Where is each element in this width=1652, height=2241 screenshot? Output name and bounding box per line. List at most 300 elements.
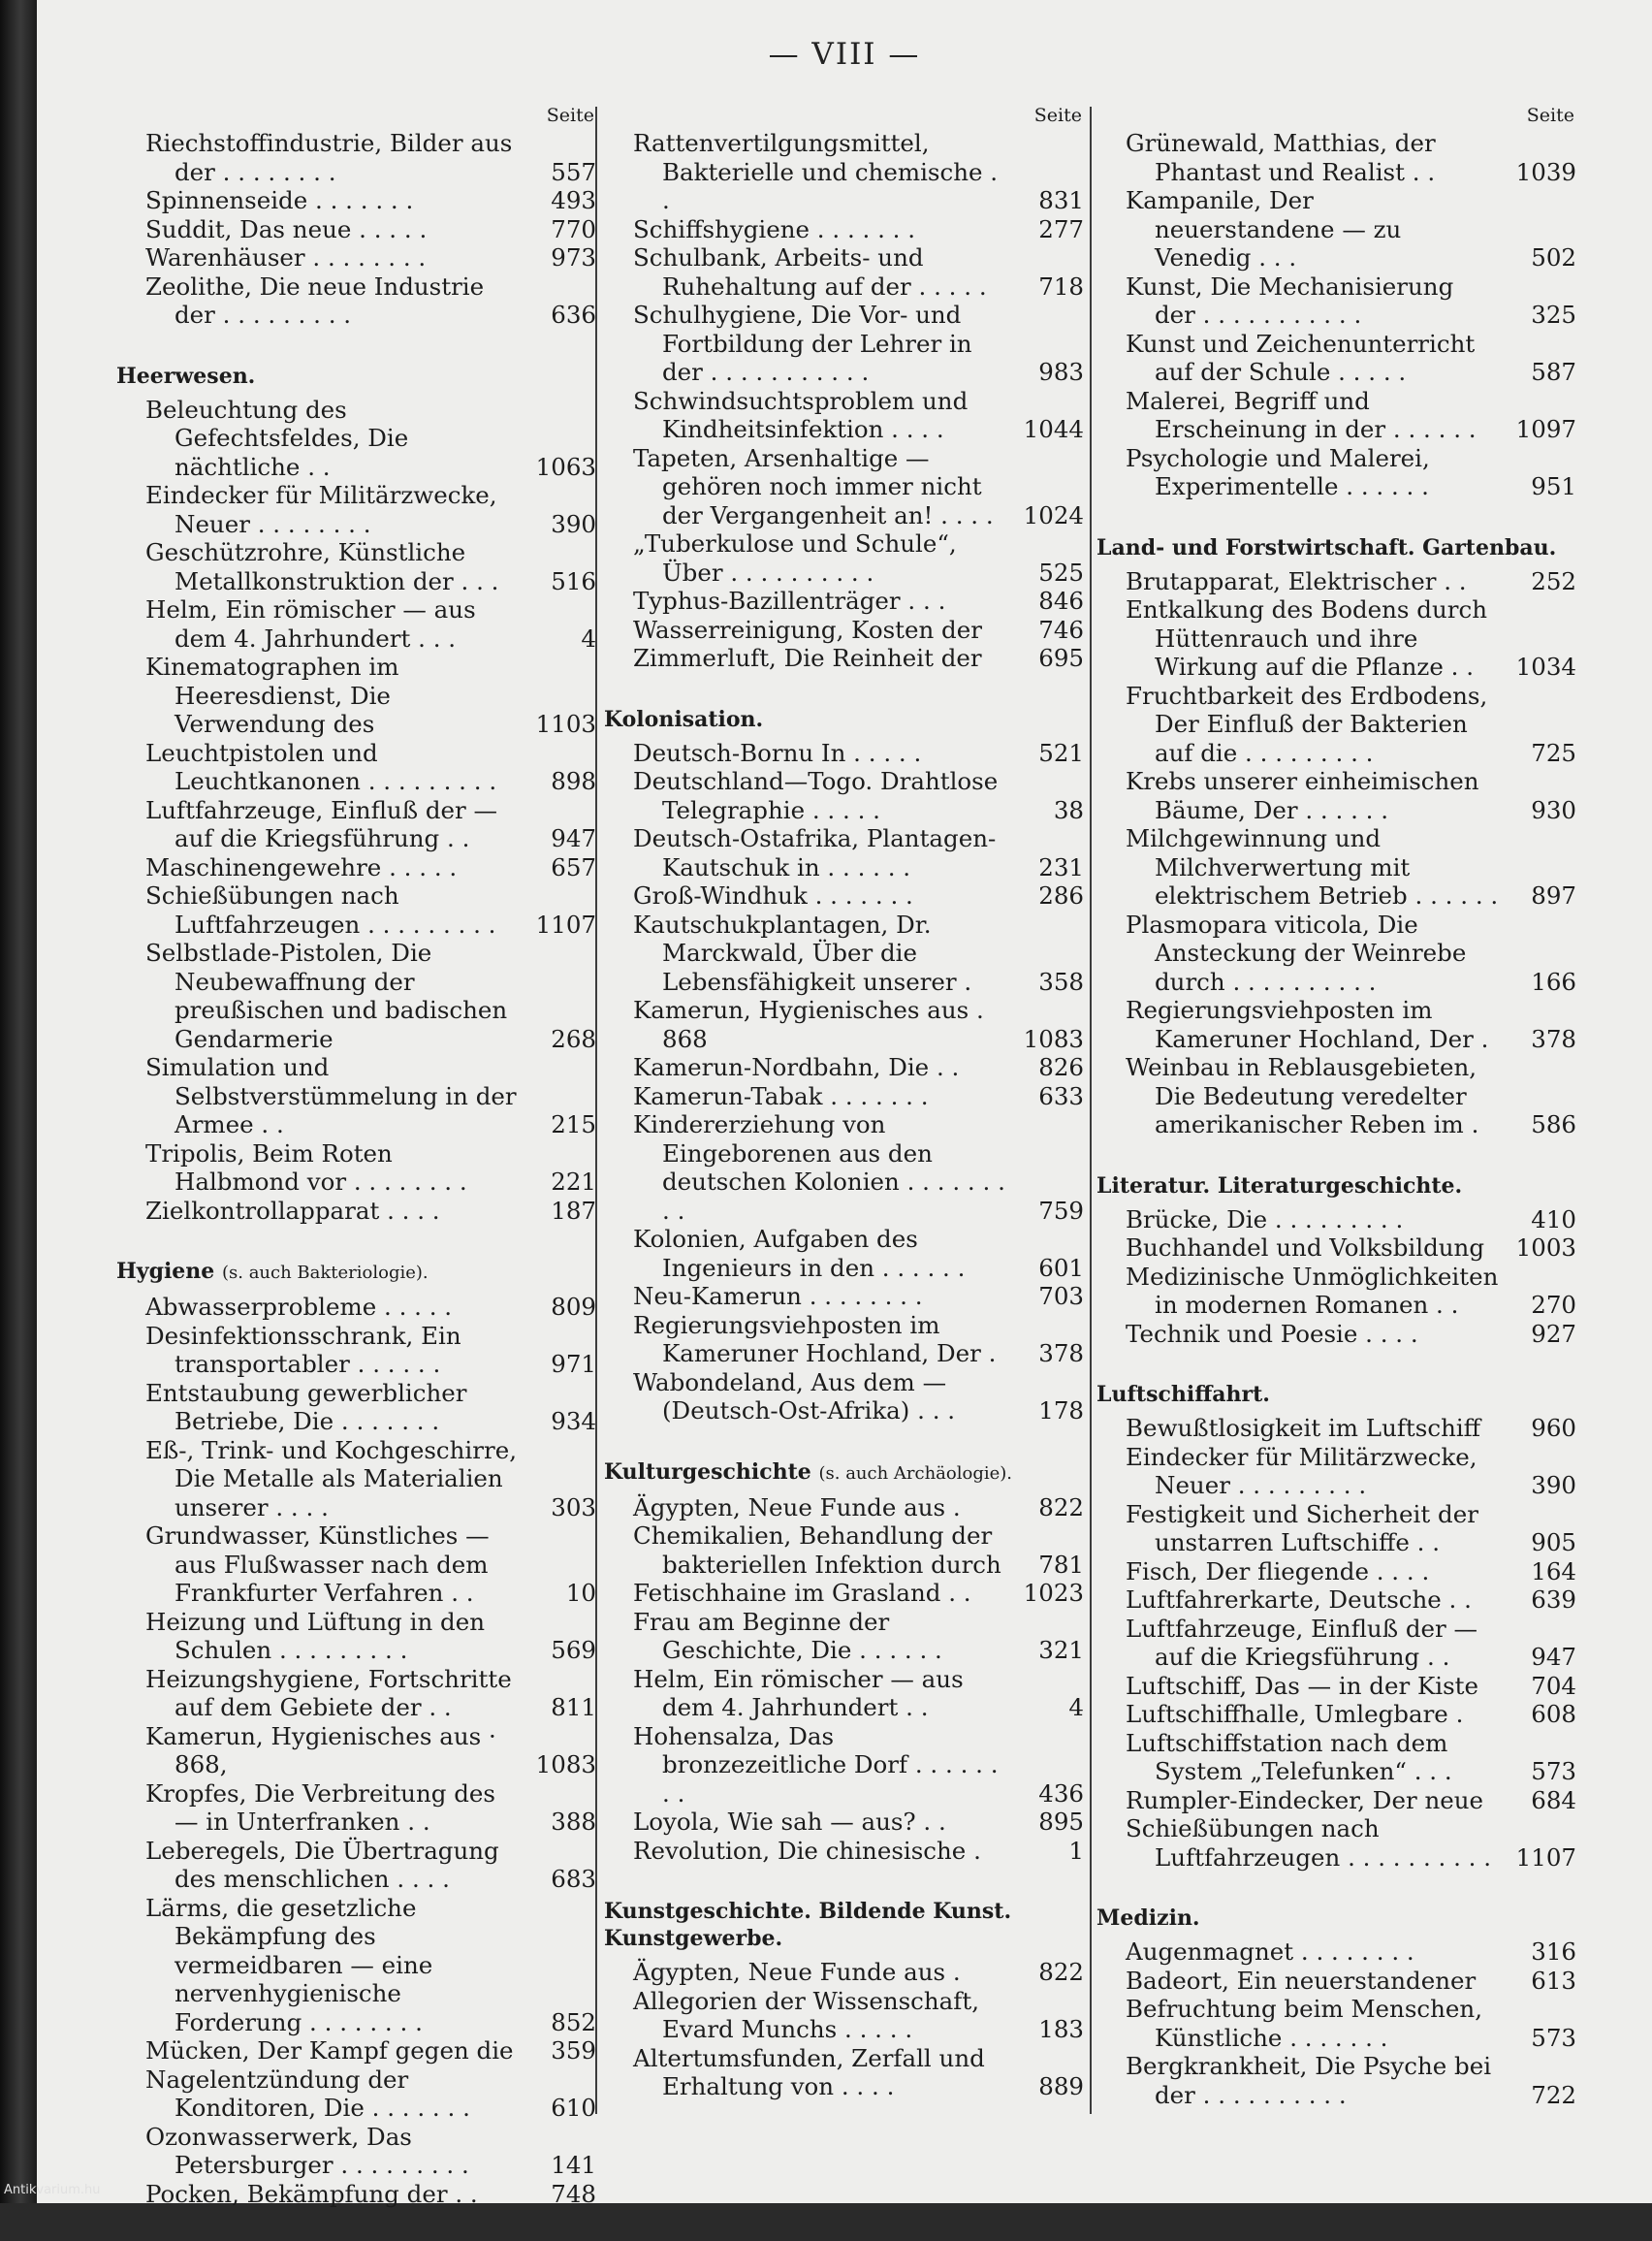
entry-title: Rattenvertilgungsmittel, Bakterielle und chemische . . [633, 129, 999, 214]
entry-page: 657 [551, 852, 596, 881]
entry-title: Selbstlade-Pistolen, Die Neubewaffnung der preußischen und badischen Gendarmerie [145, 939, 508, 1053]
index-section [1096, 129, 1576, 501]
index-entry [1096, 186, 1576, 272]
index-entry [604, 1608, 1084, 1665]
entry-page: 695 [1038, 644, 1084, 672]
index-entry [604, 301, 1084, 387]
entry-title: Geschützrohre, Künstliche Metallkonstruktion der . . . [145, 538, 499, 595]
entry-page: 601 [1038, 1253, 1084, 1282]
section-title: Kunstgeschichte. Bildende Kunst. Kunstgewerbe. [604, 1899, 1012, 1951]
entry-page: 325 [1531, 301, 1576, 329]
entry-page: 557 [551, 157, 596, 186]
entry-title: Regierungsviehposten im Kameruner Hochland, Der . [1126, 996, 1489, 1053]
entry-page: 683 [551, 1865, 596, 1893]
index-entry [604, 739, 1084, 768]
index-section [604, 706, 1084, 1425]
entry-page: 359 [551, 2036, 596, 2065]
index-entry [116, 1436, 596, 1522]
section-title: Hygiene [116, 1259, 215, 1284]
index-entry [116, 2123, 596, 2180]
index-entry [1096, 1414, 1576, 1443]
section-heading [1096, 1905, 1576, 1932]
entry-title: Brutapparat, Elektrischer . . [1126, 566, 1467, 595]
index-section [116, 129, 596, 330]
entry-page: 1 [1068, 1836, 1084, 1865]
entry-title: Entkalkung des Bodens durch Hüttenrauch und ihre Wirkung auf die Pflanze . . [1126, 595, 1487, 681]
index-page [37, 0, 1652, 2208]
index-entry [116, 186, 596, 215]
entry-title: Schulbank, Arbeits- und Ruhehaltung auf der . . . . . [633, 243, 987, 301]
entry-title: Kamerun-Nordbahn, Die . . [633, 1053, 960, 1081]
seite-label: Seite [1033, 105, 1082, 126]
entry-title: Eindecker für Militärzwecke, Neuer . . . . . . . . [145, 481, 497, 538]
entry-page: 934 [551, 1407, 596, 1435]
entry-title: Medizinische Unmöglichkeiten in modernen Romanen . . [1126, 1262, 1499, 1319]
index-entry [604, 1665, 1084, 1722]
section-title: Kolonisation. [604, 706, 764, 732]
entry-page: 703 [1038, 1282, 1084, 1310]
entry-title: Maschinengewehre . . . . . [145, 852, 458, 881]
index-entry [116, 1837, 596, 1894]
index-entry [1096, 1205, 1576, 1234]
index-entry [1096, 1263, 1576, 1320]
entry-title: Ozonwasserwerk, Das Petersburger . . . . . . . . . [145, 2122, 469, 2179]
book-spine [0, 0, 37, 2203]
index-entry [604, 1722, 1084, 1809]
index-entry [604, 587, 1084, 616]
entry-title: Kamerun-Tabak . . . . . . . [633, 1081, 929, 1110]
entry-page: 1083 [1023, 1024, 1084, 1053]
section-title: Luftschiffahrt. [1096, 1382, 1270, 1407]
index-entry [116, 1608, 596, 1665]
entry-page: 573 [1531, 2023, 1576, 2052]
section-note: (s. auch Archäologie). [818, 1462, 1013, 1484]
entry-page: 704 [1531, 1671, 1576, 1700]
entry-title: Fruchtbarkeit des Erdbodens, Der Einfluß der Bakterien auf die . . . . . . . . . [1126, 681, 1488, 767]
entry-page: 390 [1531, 1471, 1576, 1499]
entry-page: 286 [1038, 881, 1084, 910]
watermark: Antikvarium.hu [4, 2183, 101, 2197]
entry-title: Kropfes, Die Verbreitung des — in Unterfranken . . [145, 1778, 495, 1836]
entry-page: 525 [1038, 558, 1084, 587]
entry-page: 895 [1038, 1808, 1084, 1836]
entry-page: 748 [551, 2179, 596, 2208]
entry-page: 221 [551, 1168, 596, 1196]
entry-title: Kampanile, Der neuerstandene — zu Venedig . . . [1126, 186, 1402, 272]
index-entry [1096, 567, 1576, 596]
index-entry [604, 1808, 1084, 1837]
entry-title: Spinnenseide . . . . . . . [145, 186, 414, 214]
index-entry [1096, 1443, 1576, 1500]
entry-title: Badeort, Ein neuerstandener [1126, 1966, 1477, 1995]
entry-title: Kamerun, Hygienisches aus · 868, [145, 1721, 496, 1778]
index-entry [116, 796, 596, 853]
entry-title: Luftfahrzeuge, Einfluß der — auf die Kriegsführung . . [1126, 1614, 1478, 1671]
entry-page: 781 [1038, 1550, 1084, 1579]
index-entry [116, 595, 596, 653]
entry-page: 1097 [1515, 415, 1576, 443]
entry-title: Schießübungen nach Luftfahrzeugen . . . . . . . . . . [1126, 1814, 1492, 1872]
entry-title: Brücke, Die . . . . . . . . . [1126, 1204, 1404, 1233]
index-entry [1096, 1786, 1576, 1815]
index-entry [1096, 129, 1576, 186]
entry-page: 971 [551, 1350, 596, 1378]
index-entry [604, 1579, 1084, 1608]
seite-label: Seite [546, 105, 594, 126]
entry-page: 960 [1531, 1414, 1576, 1442]
index-entry [116, 2036, 596, 2065]
entry-page: 178 [1038, 1396, 1084, 1425]
entry-page: 436 [1038, 1778, 1084, 1808]
entry-page: 141 [551, 2151, 596, 2179]
column-rule [1090, 107, 1092, 2114]
entry-title: Weinbau in Reblausgebieten, Die Bedeutung veredelter amerikanischer Reben im . [1126, 1053, 1479, 1138]
entry-page: 951 [1531, 472, 1576, 500]
entry-title: Lärms, die gesetzliche Bekämpfung des vermeidbaren — eine nervenhygienische Forderung . . . . . . . . [145, 1893, 433, 2036]
entry-title: Revolution, Die chinesische . [633, 1836, 981, 1865]
index-entry [604, 444, 1084, 530]
entry-page: 183 [1038, 2015, 1084, 2043]
entry-page: 252 [1531, 566, 1576, 595]
entry-title: Schulhygiene, Die Vor- und Fortbildung der Lehrer in der . . . . . . . . . . . [633, 301, 972, 386]
index-entry [604, 1493, 1084, 1522]
entry-page: 927 [1531, 1319, 1576, 1348]
entry-page: 826 [1038, 1053, 1084, 1081]
index-section [604, 1458, 1084, 1866]
entry-title: Plasmopara viticola, Die Ansteckung der Weinrebe durch . . . . . . . . . . [1126, 910, 1467, 996]
entry-title: Rumpler-Eindecker, Der neue [1126, 1785, 1484, 1814]
entry-title: Luftfahrerkarte, Deutsche . . [1126, 1585, 1472, 1614]
entry-title: Kautschukplantagen, Dr. Marckwald, Über die Lebensfähigkeit unserer . [633, 910, 972, 996]
section-heading [604, 1458, 1084, 1488]
section-heading [116, 363, 596, 390]
section-heading [1096, 1172, 1576, 1200]
index-entry [116, 1197, 596, 1226]
index-section [116, 363, 596, 1226]
index-entry [1096, 1967, 1576, 1996]
index-entry [116, 1379, 596, 1436]
entry-page: 718 [1038, 272, 1084, 301]
entry-title: Befruchtung beim Menschen, Künstliche . . . . . . . [1126, 1995, 1482, 2052]
index-entry [1096, 1233, 1576, 1263]
index-entry [604, 1987, 1084, 2044]
entry-title: Wasserreinigung, Kosten der [633, 615, 982, 644]
entry-page: 569 [551, 1636, 596, 1664]
entry-page: 1024 [1023, 500, 1084, 529]
entry-page: 316 [1531, 1937, 1576, 1966]
entry-title: Kindererziehung von Eingeborenen aus den deutschen Kolonien . . . . . . . . . [633, 1110, 1005, 1225]
entry-page: 164 [1531, 1556, 1576, 1585]
entry-page: 636 [551, 301, 596, 329]
index-entry [604, 616, 1084, 645]
index-entry [1096, 444, 1576, 501]
entry-title: Zimmerluft, Die Reinheit der [633, 644, 982, 672]
section-heading [604, 1898, 1084, 1952]
entry-page: 684 [1531, 1785, 1576, 1814]
entry-page: 973 [551, 243, 596, 272]
entry-page: 831 [1038, 186, 1084, 214]
entry-page: 493 [551, 186, 596, 214]
index-section [1096, 1172, 1576, 1349]
entry-title: Leberegels, Die Übertragung des menschlichen . . . . [145, 1836, 499, 1893]
index-column-2 [604, 105, 1084, 2134]
index-entry [1096, 272, 1576, 330]
entry-title: Abwasserprobleme . . . . . [145, 1293, 453, 1321]
index-section [1096, 1381, 1576, 1872]
entry-page: 10 [565, 1579, 596, 1607]
entry-page: 722 [1531, 2080, 1576, 2109]
index-entry [1096, 996, 1576, 1053]
index-entry [1096, 1700, 1576, 1729]
entry-title: Hohensalza, Das bronzezeitliche Dorf . . . . . . . . [633, 1721, 999, 1808]
entry-page: 587 [1531, 358, 1576, 386]
entry-title: Deutsch-Bornu In . . . . . [633, 738, 922, 767]
entry-page: 770 [551, 214, 596, 243]
entry-page: 378 [1038, 1339, 1084, 1367]
entry-title: Schiffshygiene . . . . . . . [633, 214, 916, 243]
index-entry [604, 824, 1084, 881]
entry-title: Schießübungen nach Luftfahrzeugen . . . . . . . . . [145, 881, 496, 939]
entry-page: 390 [551, 509, 596, 538]
entry-title: Simulation und Selbstverstümmelung in der Armee . . [145, 1053, 517, 1138]
index-entry [116, 881, 596, 939]
index-entry [1096, 330, 1576, 387]
entry-title: Technik und Poesie . . . . [1126, 1319, 1418, 1348]
entry-title: Nagelentzündung der Konditoren, Die . . . . . . . [145, 2065, 470, 2122]
section-title: Literatur. Literaturgeschichte. [1096, 1172, 1463, 1199]
entry-title: Luftschiffstation nach dem System „Telefunken“ . . . [1126, 1728, 1452, 1785]
page-number: — VIII — [768, 37, 921, 72]
entry-page: 573 [1531, 1757, 1576, 1785]
entry-page: 1107 [535, 910, 596, 939]
entry-title: Bewußtlosigkeit im Luftschiff [1126, 1414, 1481, 1442]
entry-title: Luftschiff, Das — in der Kiste [1126, 1671, 1479, 1700]
entry-title: Heizung und Lüftung in den Schulen . . . . . . . . . [145, 1607, 486, 1664]
entry-title: Frau am Beginne der Geschichte, Die . . . . . . [633, 1607, 942, 1664]
entry-page: 633 [1038, 1081, 1084, 1110]
entry-title: Deutschland—Togo. Drahtlose Telegraphie . . . . . [633, 767, 999, 824]
index-section [1096, 1905, 1576, 2109]
index-entry [604, 1282, 1084, 1311]
entry-title: Beleuchtung des Gefechtsfeldes, Die nächtliche . . [145, 395, 409, 481]
entry-title: Groß-Windhuk . . . . . . . [633, 881, 913, 910]
index-entry [116, 1293, 596, 1322]
index-section [116, 1258, 596, 2208]
index-entry [604, 1225, 1084, 1282]
index-entry [116, 739, 596, 796]
entry-page: 608 [1531, 1700, 1576, 1728]
index-entry [116, 129, 596, 186]
entry-title: Luftfahrzeuge, Einfluß der — auf die Kriegsführung . . [145, 795, 498, 852]
entry-title: Augenmagnet . . . . . . . . [1126, 1937, 1414, 1966]
entry-page: 1107 [1515, 1842, 1576, 1872]
index-entry [604, 1521, 1084, 1579]
entry-page: 947 [551, 824, 596, 852]
entry-page: 187 [551, 1196, 596, 1225]
entry-title: Kunst und Zeichenunterricht auf der Schule . . . . . [1126, 329, 1476, 386]
entry-title: Fetischhaine im Grasland . . [633, 1579, 971, 1607]
index-entry [1096, 682, 1576, 768]
entry-page: 1103 [535, 710, 596, 738]
entry-page: 846 [1038, 587, 1084, 615]
index-entry [604, 911, 1084, 997]
index-entry [1096, 387, 1576, 444]
entry-title: Loyola, Wie sah — aus? . . [633, 1808, 946, 1836]
entry-title: Kolonien, Aufgaben des Ingenieurs in den . . . . . . [633, 1225, 966, 1282]
entry-page: 516 [551, 566, 596, 595]
index-entry [1096, 1585, 1576, 1615]
entry-page: 1034 [1515, 653, 1576, 681]
entry-page: 4 [1068, 1693, 1084, 1721]
entry-page: 811 [551, 1693, 596, 1721]
entry-title: Zielkontrollapparat . . . . [145, 1196, 440, 1225]
section-title: Land- und Forstwirtschaft. Gartenbau. [1096, 534, 1557, 560]
entry-page: 215 [551, 1110, 596, 1138]
index-entry [116, 481, 596, 538]
entry-title: Kunst, Die Mechanisierung der . . . . . . . . . . . [1126, 272, 1454, 329]
entry-page: 930 [1531, 795, 1576, 824]
entry-page: 277 [1038, 214, 1084, 243]
index-entry [1096, 767, 1576, 824]
entry-page: 586 [1531, 1110, 1576, 1138]
section-heading [116, 1258, 596, 1287]
index-entry [116, 215, 596, 244]
index-entry [604, 996, 1084, 1053]
entry-page: 231 [1038, 852, 1084, 881]
index-entry [116, 1139, 596, 1197]
index-entry [604, 1110, 1084, 1225]
entry-title: Milchgewinnung und Milchverwertung mit elektrischem Betrieb . . . . . . [1126, 824, 1499, 910]
entry-page: 166 [1531, 967, 1576, 996]
entry-title: Eindecker für Militärzwecke, Neuer . . . . . . . . . [1126, 1442, 1477, 1499]
index-entry [1096, 1672, 1576, 1701]
index-entry [1096, 824, 1576, 911]
entry-title: Allegorien der Wissenschaft, Evard Munchs . . . . . [633, 1986, 979, 2043]
entry-title: Festigkeit und Sicherheit der unstarren Luftschiffe . . [1126, 1499, 1478, 1556]
entry-page: 725 [1531, 738, 1576, 767]
index-entry [116, 853, 596, 882]
entry-page: 822 [1038, 1492, 1084, 1521]
index-entry [116, 1894, 596, 2037]
index-entry [604, 215, 1084, 244]
index-entry [116, 1053, 596, 1139]
entry-page: 759 [1038, 1196, 1084, 1225]
section-title: Heerwesen. [116, 363, 256, 389]
entry-page: 898 [551, 767, 596, 795]
seite-label: Seite [1526, 105, 1574, 126]
index-entry [116, 1779, 596, 1837]
index-entry [1096, 1557, 1576, 1586]
entry-page: 1003 [1515, 1233, 1576, 1262]
index-entry [1096, 1937, 1576, 1967]
entry-title: Tripolis, Beim Roten Halbmond vor . . . . . . . . [145, 1138, 467, 1196]
entry-title: Kinematographen im Heeresdienst, Die Verwendung des [145, 653, 399, 738]
index-entry [1096, 1729, 1576, 1786]
entry-page: 1039 [1515, 157, 1576, 186]
entry-title: Deutsch-Ostafrika, Plantagen-Kautschuk in . . . . . . [633, 824, 997, 881]
index-entry [1096, 1995, 1576, 2052]
index-entry [116, 1521, 596, 1608]
index-entry [116, 2180, 596, 2209]
entry-title: Psychologie und Malerei, Experimentelle . . . . . . [1126, 443, 1430, 500]
entry-title: Entstaubung gewerblicher Betriebe, Die . . . . . . . [145, 1378, 467, 1435]
entry-page: 4 [581, 624, 596, 653]
index-entry [116, 1665, 596, 1722]
index-entry [604, 1958, 1084, 1987]
index-entry [1096, 1320, 1576, 1349]
entry-page: 1023 [1023, 1579, 1084, 1607]
section-heading [604, 706, 1084, 733]
entry-title: Helm, Ein römischer — aus dem 4. Jahrhundert . . [633, 1664, 964, 1721]
entry-page: 358 [1038, 967, 1084, 996]
entry-page: 1044 [1023, 415, 1084, 443]
section-title: Kulturgeschichte [604, 1458, 811, 1485]
index-entry [1096, 1615, 1576, 1672]
index-section [1096, 534, 1576, 1139]
section-heading [1096, 1381, 1576, 1408]
index-entry [604, 1082, 1084, 1111]
entry-title: Typhus-Bazillenträger . . . [633, 587, 946, 615]
index-entry [116, 939, 596, 1053]
index-entry [1096, 595, 1576, 682]
index-entry [604, 243, 1084, 301]
entry-title: Ägypten, Neue Funde aus . [633, 1492, 961, 1521]
index-entry [604, 1368, 1084, 1425]
entry-title: Chemikalien, Behandlung der bakteriellen Infektion durch [633, 1521, 1001, 1579]
entry-page: 852 [551, 2007, 596, 2036]
entry-page: 38 [1053, 795, 1084, 824]
entry-page: 809 [551, 1293, 596, 1321]
index-entry [604, 1053, 1084, 1082]
entry-page: 270 [1531, 1291, 1576, 1319]
index-entry [604, 644, 1084, 673]
index-section [604, 1898, 1084, 2101]
entry-page: 321 [1038, 1636, 1084, 1664]
entry-title: Suddit, Das neue . . . . . [145, 214, 428, 243]
entry-title: Regierungsviehposten im Kameruner Hochland, Der . [633, 1310, 997, 1367]
entry-title: Schwindsuchtsproblem und Kindheitsinfektion . . . . [633, 386, 969, 443]
entry-title: Luftschiffhalle, Umlegbare . [1126, 1700, 1464, 1728]
entry-title: Fisch, Der fliegende . . . . [1126, 1556, 1430, 1585]
entry-page: 746 [1038, 615, 1084, 644]
index-entry [116, 1322, 596, 1379]
entry-title: Warenhäuser . . . . . . . . [145, 243, 427, 272]
entry-page: 502 [1531, 243, 1576, 272]
entry-title: Zeolithe, Die neue Industrie der . . . . . . . . . [145, 272, 485, 329]
entry-title: Ägypten, Neue Funde aus . [633, 1958, 961, 1986]
entry-title: Riechstoffindustrie, Bilder aus der . . . . . . . . [145, 129, 513, 186]
index-entry [604, 1311, 1084, 1368]
index-section [604, 129, 1084, 673]
entry-title: Tapeten, Arsenhaltige — gehören noch immer nicht der Vergangenheit an! . . . . [633, 443, 994, 529]
entry-title: Grünewald, Matthias, der Phantast und Realist . . [1126, 129, 1436, 186]
entry-page: 268 [551, 1024, 596, 1053]
entry-page: 610 [551, 2094, 596, 2122]
index-entry [1096, 1500, 1576, 1557]
entry-title: Heizungshygiene, Fortschritte auf dem Gebiete der . . [145, 1664, 512, 1721]
entry-title: Helm, Ein römischer — aus dem 4. Jahrhundert . . . [145, 595, 476, 653]
entry-title: Mücken, Der Kampf gegen die [145, 2036, 514, 2065]
index-entry [604, 767, 1084, 824]
entry-page: 639 [1531, 1585, 1576, 1614]
entry-page: 947 [1531, 1643, 1576, 1671]
index-entry [116, 1722, 596, 1779]
section-heading [1096, 534, 1576, 561]
entry-page: 905 [1531, 1528, 1576, 1556]
entry-page: 521 [1038, 738, 1084, 767]
index-entry [116, 272, 596, 330]
index-entry [116, 396, 596, 482]
